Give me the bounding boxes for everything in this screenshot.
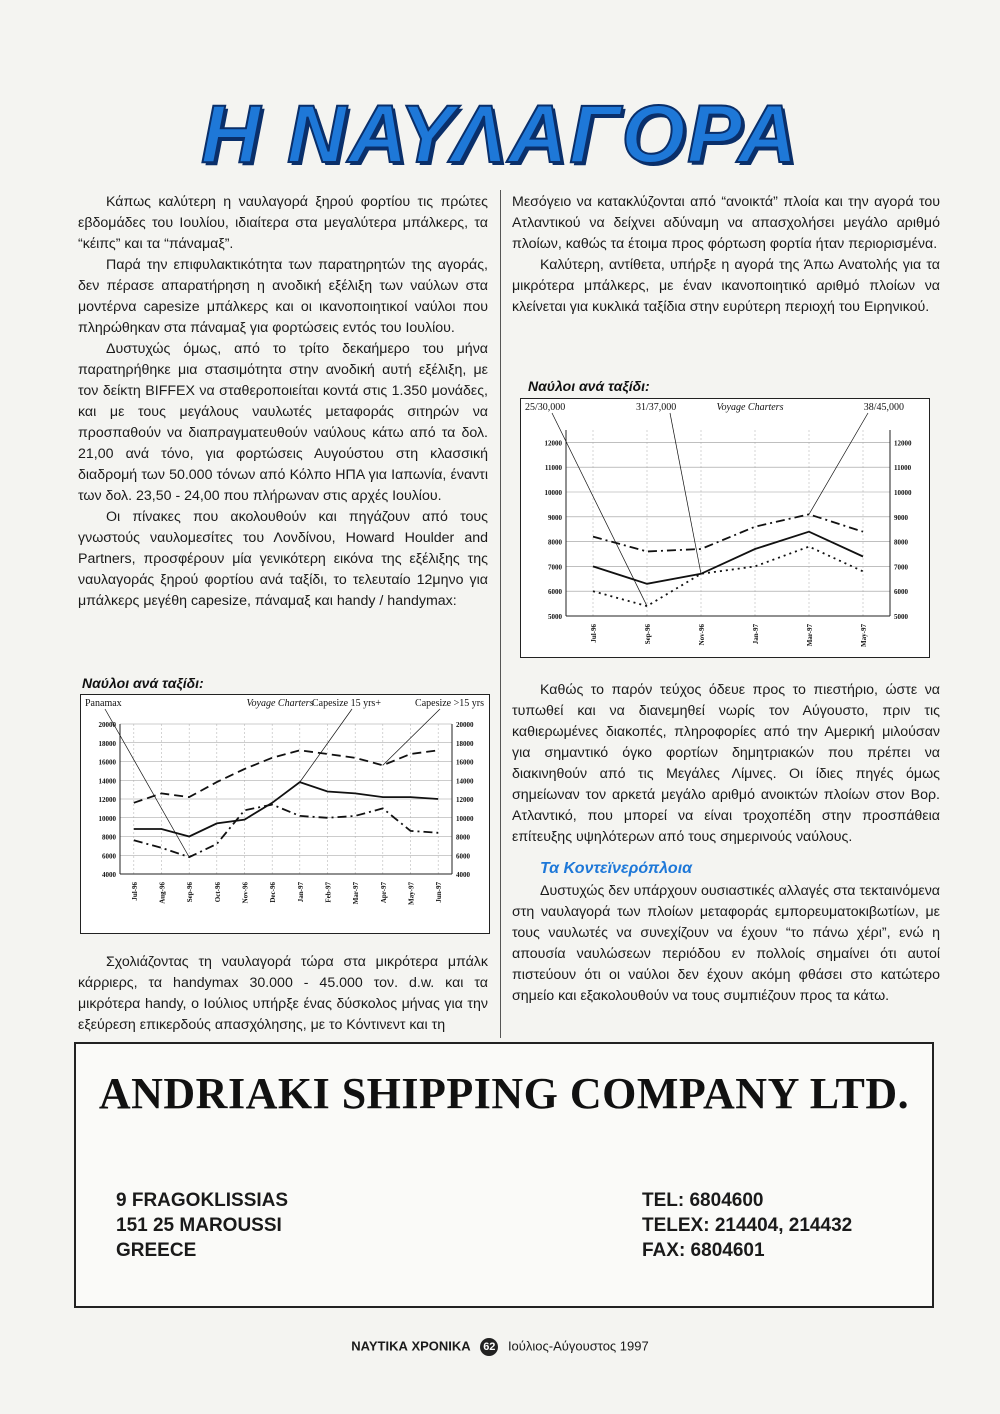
y-tick-label-right: 12000	[456, 796, 474, 804]
paragraph: Οι πίνακες που ακολουθούν και πηγάζουν από τους γνωστούς ναυλομεσίτες του Λονδίνου, Howard Houlder and Partners, προσφέρουν μία γενικότερη εικόνα της εξέλιξης της ναυλαγοράς ξηρού φορτίου ανά ταξίδι, το τελευταίο 12μηνο για μπάλκερς μεγέθη capesize, πάναμαξ και handy / handymax:	[78, 509, 488, 609]
y-tick-label-right: 11000	[894, 464, 912, 473]
y-tick-label-right: 14000	[456, 777, 474, 786]
paragraph: Σχολιάζοντας τη ναυλαγορά τώρα στα μικρότερα μπάλκ κάρριερς, τα handymax 30.000 - 45.000 τον. d.w. και τα μικρότερα handy, ο Ιούλιος υπήρξε ένας δύσκολος μήνας για την εξεύρεση επικερδούς απασχόλησης, με το Κόντινεντ και τη	[78, 954, 488, 1033]
chart-caption: Ναύλοι ανά ταξίδι:	[82, 675, 204, 691]
article-left-top	[78, 192, 488, 612]
y-tick-label-left: 20000	[98, 721, 116, 729]
y-tick-label-left: 11000	[544, 464, 562, 473]
x-tick-label: Sep-96	[186, 882, 195, 903]
paragraph: Δυστυχώς δεν υπάρχουν ουσιαστικές αλλαγές στα τεκταινόμενα στη ναυλαγορά των πλοίων μεταφοράς εμπορευματοκιβωτίων, με τους ναυλωτές να συνεχίζουν να έχουν “το πάνω χέρι”, ενώ η απουσία ναυλώσεων περιόδου εν πολλοίς σημαίνει ότι αυτοί πιστεύουν ότι οι ναύλοι δεν έχουν ακόμη φθάσει στο κατώτερο σημείο και εξακολουθούν να τους συμπιέζουν προς τα κάτω.	[512, 883, 940, 1004]
contact-line: TELEX: 214404, 214432	[642, 1215, 853, 1236]
y-tick-label-right: 4000	[456, 871, 470, 879]
page-footer	[0, 1338, 1000, 1356]
annotation-label: Panamax	[85, 698, 122, 709]
article-left-bottom	[78, 952, 488, 1036]
y-tick-label-right: 18000	[456, 739, 474, 748]
paragraph: Καλύτερη, αντίθετα, υπήρξε η αγορά της Άπω Ανατολής για τα μικρότερα μπάλκερς, με έναν ικανοποιητικό αριθμό πλοίων να κλείνεται για κυκλικά ταξίδια στην ευρύτερη περιοχή του Ειρηνικού.	[512, 257, 940, 315]
address-line: 9 FRAGOKLISSIAS	[116, 1190, 289, 1211]
ad-contact	[642, 1188, 852, 1263]
ad-company-name: ANDRIAKI SHIPPING COMPANY LTD.	[98, 1069, 910, 1118]
y-tick-label-right: 12000	[894, 439, 912, 448]
x-tick-label: Jul-96	[590, 624, 598, 643]
chart-voyage-charters-capesize	[80, 694, 490, 934]
paragraph: Καθώς το παρόν τεύχος όδευε προς το πιεστήριο, ώστε να τυπωθεί και να διανεμηθεί νωρίς τον Αύγουστο, πριν τις καθιερωμένες διακοπές, πληροφορίες από την Αμερική μιλούσαν για σημαντικό όγκο φορτίων δημητριακών που πρέπει να διακινηθούν από τις Μεγάλες Λίμνες. Οι ίδιες πηγές όμως σημείωναν τον αρκετά μεγάλο αριθμό ανοικτών πλοίων στον Βορ. Ατλαντικό, που μπορεί να είναι τροχοπέδη στην προσπάθεια επίτευξης υψηλότερων από τους σημερινούς ναύλους.	[512, 682, 940, 845]
annotation-label: Capesize >15 yrs	[415, 698, 484, 709]
x-tick-label: May-97	[860, 624, 868, 647]
x-tick-label: Jan-97	[296, 882, 305, 903]
paragraph: Παρά την επιφυλακτικότητα των παρατηρητών της αγοράς, δεν πέρασε απαρατήρηση η ανοδική εξέλιξη των ναύλων στα μοντέρνα capesize μπάλκερς και οι ικανοποιητικοί ναύλοι που πληρώθηκαν στα πάναμαξ για φορτώσεις εντός του Ιουλίου.	[78, 257, 488, 336]
x-tick-label: Mar-97	[806, 624, 814, 647]
x-tick-label: Dec-96	[269, 882, 278, 903]
x-tick-label: May-97	[407, 882, 416, 905]
issue-date: Ιούλιος-Αύγουστος 1997	[507, 1338, 649, 1354]
x-tick-label: Oct-96	[213, 882, 222, 903]
paragraph: Μεσόγειο να κατακλύζονται από “ανοικτά” πλοία και την αγορά του Ατλαντικού να δείχνει αδύναμη να απασχολήσει μεγάλο αριθμό πλοίων, καθώς τα έτοιμα προς φόρτωση φορτία ήταν περιορισμένα.	[512, 194, 940, 252]
x-tick-label: Nov-96	[241, 882, 250, 904]
annotation-label: Capesize 15 yrs+	[312, 698, 381, 709]
x-tick-label: Jun-97	[435, 882, 444, 903]
y-tick-label-right: 6000	[894, 588, 908, 597]
magazine-name: ΝΑΥΤΙΚΑ ΧΡΟΝΙΚΑ	[351, 1338, 471, 1354]
x-tick-label: Aug-96	[158, 882, 167, 904]
y-tick-label-right: 6000	[456, 852, 470, 861]
chart-frame	[81, 695, 490, 934]
chart-frame	[521, 399, 930, 658]
y-tick-label-right: 8000	[456, 833, 470, 842]
y-tick-label-left: 18000	[98, 739, 116, 748]
y-tick-label-left: 6000	[548, 588, 562, 597]
article-right-bottom	[512, 680, 940, 1007]
y-tick-label-left: 8000	[548, 538, 562, 547]
address-line: GREECE	[116, 1240, 197, 1261]
x-tick-label: Jul-96	[130, 882, 139, 901]
y-tick-label-left: 8000	[102, 833, 116, 842]
contact-line: TEL: 6804600	[642, 1190, 764, 1211]
x-tick-label: Feb-97	[324, 882, 333, 903]
y-tick-label-left: 14000	[98, 777, 116, 786]
x-tick-label: Sep-96	[644, 624, 652, 645]
y-tick-label-left: 4000	[102, 871, 116, 879]
y-tick-label-left: 9000	[548, 513, 562, 522]
y-tick-label-right: 5000	[894, 613, 908, 621]
y-tick-label-right: 8000	[894, 538, 908, 547]
paragraph: Δυστυχώς όμως, από το τρίτο δεκαήμερο του μήνα παρατηρήθηκε μια στασιμότητα στην ανοδική αυτή εξέλιξη, με τον δείκτη BIFFEX να σταθεροποιείται κοντά στις 1.350 μονάδες, και με τους μεγάλους ναυλωτές μεταφοράς σιτηρών να προσπαθούν να διαπραγματευθούν ναύλους κάτω από τα δολ. 21,00 ανά τόνο, για φορτώσεις Αυγούστου στη κλασσική διαδρομή των 50.000 τόνων από Κόλπο ΗΠΑ για Ιαπωνία, έναντι των δολ. 23,50 - 24,00 που πλήρωναν στις αρχές Ιουλίου.	[78, 341, 488, 504]
y-tick-label-left: 12000	[98, 796, 116, 804]
y-tick-label-right: 20000	[456, 721, 474, 729]
x-tick-label: Nov-96	[698, 624, 706, 646]
ad-address	[116, 1188, 288, 1263]
chart-voyage-charters-handy	[520, 398, 930, 658]
article-right-top	[512, 192, 940, 318]
page-title: Η ΝΑΥΛΑΓΟΡΑ	[200, 89, 800, 180]
y-tick-label-right: 10000	[894, 489, 912, 497]
column-divider	[500, 190, 501, 1038]
y-tick-label-left: 5000	[548, 613, 562, 621]
annotation-label: 25/30,000	[525, 402, 566, 413]
y-tick-label-right: 16000	[456, 758, 474, 767]
paragraph: Κάπως καλύτερη η ναυλαγορά ξηρού φορτίου τις πρώτες εβδομάδες του Ιουλίου, ιδιαίτερα στα μεγαλύτερα μπάλκερς, τα “κέιπς” και τα “πάναμαξ”.	[78, 194, 488, 252]
y-tick-label-left: 10000	[544, 489, 562, 497]
y-tick-label-left: 6000	[102, 852, 116, 861]
x-tick-label: Mar-97	[352, 882, 361, 905]
annotation-label: 31/37,000	[636, 402, 677, 413]
y-tick-label-left: 12000	[544, 439, 562, 448]
chart-caption: Ναύλοι ανά ταξίδι:	[528, 378, 650, 394]
x-tick-label: Jan-97	[752, 624, 760, 645]
annotation-label: 38/45,000	[863, 402, 904, 413]
y-tick-label-left: 16000	[98, 758, 116, 767]
page-number: 62	[480, 1338, 498, 1356]
y-tick-label-left: 7000	[548, 563, 562, 572]
address-line: 151 25 MAROUSSI	[116, 1215, 282, 1236]
x-tick-label: Apr-97	[379, 882, 388, 904]
advertisement	[74, 1042, 934, 1308]
chart-title: Voyage Charters	[246, 698, 314, 709]
contact-line: FAX: 6804601	[642, 1240, 765, 1261]
section-heading: Τα Κοντεϊνερόπλοια	[540, 860, 693, 877]
y-tick-label-right: 7000	[894, 563, 908, 572]
y-tick-label-right: 10000	[456, 814, 474, 823]
y-tick-label-right: 9000	[894, 513, 908, 522]
chart-title: Voyage Charters	[716, 402, 784, 413]
y-tick-label-left: 10000	[98, 814, 116, 823]
